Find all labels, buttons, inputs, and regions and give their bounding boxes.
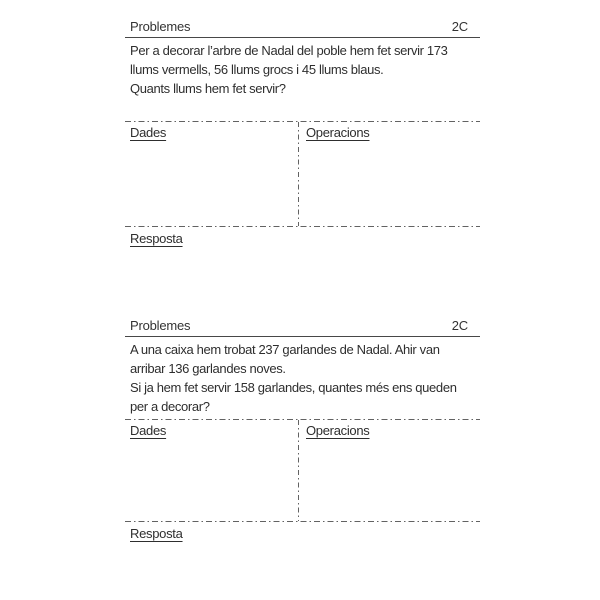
- problem-statement: [125, 337, 480, 416]
- column-divider: [298, 420, 299, 521]
- problem-text-line: llums vermells, 56 llums grocs i 45 llums blaus.: [130, 62, 384, 77]
- problem-text-line: A una caixa hem trobat 237 garlandes de Nadal. Ahir van: [130, 342, 440, 357]
- problem-section-2: [125, 316, 480, 543]
- resposta-label: Resposta: [130, 231, 183, 246]
- section-title: Problemes: [130, 19, 191, 34]
- problem-statement: [125, 38, 480, 98]
- problem-section-1: [125, 17, 480, 248]
- section-code: 2C: [451, 19, 468, 34]
- work-area-columns: [125, 122, 480, 226]
- work-area: [125, 121, 480, 227]
- work-area: [125, 419, 480, 522]
- section-title: Problemes: [130, 318, 191, 333]
- work-area-bottom-border: [125, 521, 480, 522]
- problem-text-line: arribar 136 garlandes noves.: [130, 361, 286, 376]
- problem-text-line: per a decorar?: [130, 399, 210, 414]
- section-header: [125, 316, 480, 337]
- operacions-label: Operacions: [306, 423, 370, 438]
- problem-text-line: Si ja hem fet servir 158 garlandes, quantes més ens queden: [130, 380, 457, 395]
- work-area-columns: [125, 420, 480, 521]
- work-area-bottom-border: [125, 226, 480, 227]
- problem-text-line: Quants llums hem fet servir?: [130, 81, 286, 96]
- section-header: [125, 17, 480, 38]
- section-code: 2C: [451, 318, 468, 333]
- operacions-label: Operacions: [306, 125, 370, 140]
- problem-text-line: Per a decorar l’arbre de Nadal del poble hem fet servir 173: [130, 43, 448, 58]
- column-divider: [298, 122, 299, 226]
- dades-label: Dades: [130, 423, 167, 438]
- resposta-label: Resposta: [130, 526, 183, 541]
- dades-label: Dades: [130, 125, 167, 140]
